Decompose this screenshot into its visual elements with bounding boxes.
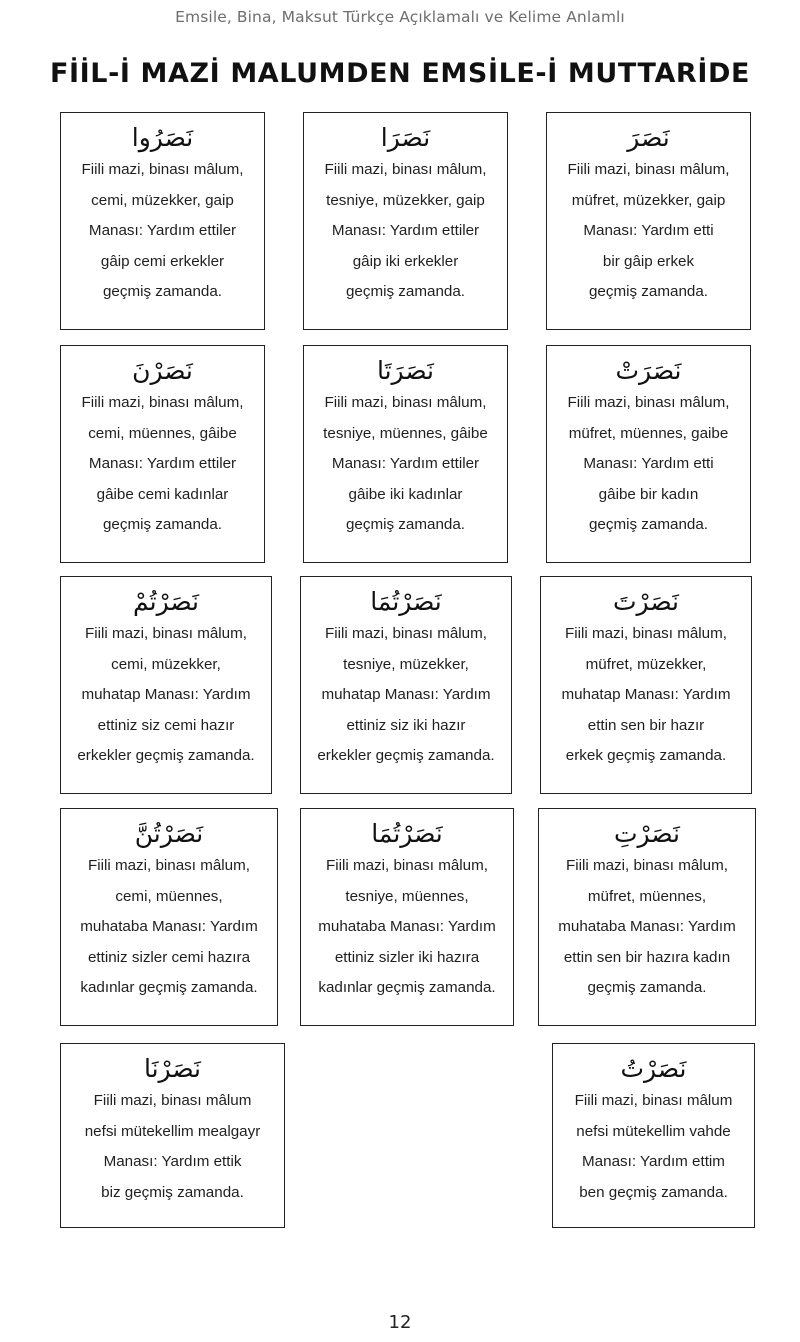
description-line: Manası: Yardım etti [583,455,714,472]
description-line: erkek geçmiş zamanda. [565,747,727,764]
description-line: ben geçmiş zamanda. [579,1183,728,1201]
description-line: cemi, müennes, [115,887,223,905]
description-line: tesniye, müennes, gâibe [323,424,488,442]
description-line: Fiili mazi, binası mâlum, [565,857,729,874]
description-line: Manası: Yardım ettim [582,1153,725,1170]
arabic-word: نَصَرْتُمْ [132,587,200,616]
description-line: Fiili mazi, binası mâlum, [567,394,730,411]
description-line: kadınlar geçmiş zamanda. [318,979,496,996]
description-line: Manası: Yardım ettiler [331,222,480,239]
page-number: 12 [388,1312,412,1333]
description-line: müfret, müzekker, gaip [571,191,726,209]
description-line: ettin sen bir hazıra kadın [563,948,731,966]
emsile-card-nasarat [546,345,751,563]
description-line: Fiili mazi, binası mâlum, [324,394,487,411]
emsile-card-nasarti [538,808,756,1026]
description-line: muhataba Manası: Yardım [80,918,258,935]
description-line: gâibe bir kadın [598,485,699,503]
arabic-word: نَصَرُوا [131,123,194,152]
description-line: Fiili mazi, binası mâlum, [325,857,489,874]
description-line: bir gâip erkek [602,252,695,270]
emsile-card-nasaru [60,112,265,330]
description-line: tesniye, müennes, [345,887,469,905]
description-line: geçmiş zamanda. [588,283,709,300]
emsile-card-nasara [546,112,751,330]
emsile-card-nasara-dual [303,112,508,330]
description-line: kadınlar geçmiş zamanda. [80,979,258,996]
description-line: Manası: Yardım ettiler [88,455,237,472]
description-line: müfret, müennes, gaibe [568,424,729,442]
description-line: biz geçmiş zamanda. [101,1183,244,1201]
arabic-word: نَصَرْتُمَا [370,587,442,616]
description-line: Fiili mazi, binası mâlum, [324,625,488,642]
description-line: Manası: Yardım ettiler [331,455,480,472]
description-line: Manası: Yardım ettik [103,1153,242,1170]
description-line: Fiili mazi, binası mâlum, [81,394,244,411]
arabic-word: نَصَرَتَا [376,356,434,385]
arabic-word: نَصَرَ [627,123,670,152]
description-line: gâip iki erkekler [352,252,459,270]
description-line: müfret, müzekker, [585,655,707,673]
description-line: cemi, müennes, gâibe [88,424,237,442]
description-line: erkekler geçmiş zamanda. [77,747,255,764]
description-line: geçmiş zamanda. [587,979,707,996]
arabic-word: نَصَرْنَا [143,1054,201,1083]
description-line: Fiili mazi, binası mâlum [574,1092,733,1109]
description-line: nefsi mütekellim vahde [576,1122,731,1140]
description-line: cemi, müzekker, gaip [91,191,234,209]
arabic-word: نَصَرْتِ [614,819,680,848]
emsile-card-nasarata [303,345,508,563]
description-line: erkekler geçmiş zamanda. [317,747,495,764]
emsile-card-nasartuma-fem [300,808,514,1026]
description-line: Fiili mazi, binası mâlum, [324,161,487,178]
arabic-word: نَصَرْتُمَا [371,819,443,848]
emsile-card-nasartuma-masc [300,576,512,794]
emsile-card-nasarta [540,576,752,794]
description-line: gâibe iki kadınlar [348,485,463,503]
arabic-word: نَصَرْتَ [613,587,679,616]
arabic-word: نَصَرْنَ [132,356,193,385]
description-line: geçmiş zamanda. [102,283,223,300]
running-head: Emsile, Bina, Maksut Türkçe Açıklamalı ve Kelime Anlamlı [175,8,625,26]
description-line: muhataba Manası: Yardım [318,918,496,935]
description-line: geçmiş zamanda. [345,283,466,300]
description-line: muhataba Manası: Yardım [558,918,736,935]
arabic-word: نَصَرْتُ [620,1054,687,1083]
description-line: ettiniz siz cemi hazır [97,716,235,734]
description-line: Fiili mazi, binası mâlum [93,1092,252,1109]
description-line: Fiili mazi, binası mâlum, [84,625,248,642]
emsile-card-nasarna [60,345,265,563]
emsile-card-nasartunna [60,808,278,1026]
description-line: Manası: Yardım ettiler [88,222,237,239]
description-line: tesniye, müzekker, [343,655,469,673]
description-line: muhatap Manası: Yardım [81,686,251,703]
description-line: ettiniz sizler iki hazıra [334,948,480,966]
description-line: geçmiş zamanda. [588,516,709,533]
description-line: Fiili mazi, binası mâlum, [87,857,251,874]
description-line: ettiniz siz iki hazır [346,716,466,734]
emsile-card-nasartu [552,1043,755,1228]
description-line: Fiili mazi, binası mâlum, [81,161,244,178]
description-line: muhatap Manası: Yardım [561,686,731,703]
description-line: gâibe cemi kadınlar [96,485,229,503]
description-line: geçmiş zamanda. [102,516,223,533]
description-line: gâip cemi erkekler [100,252,225,270]
page-title: FİİL-İ MAZİ MALUMDEN EMSİLE-İ MUTTARİDE [49,58,751,89]
description-line: müfret, müennes, [587,887,707,905]
description-line: geçmiş zamanda. [345,516,466,533]
description-line: nefsi mütekellim mealgayr [84,1122,261,1140]
description-line: cemi, müzekker, [111,655,221,673]
emsile-card-nasarna-plural [60,1043,285,1228]
description-line: ettin sen bir hazır [587,716,705,734]
arabic-word: نَصَرْتُنَّ [134,819,204,848]
description-line: tesniye, müzekker, gaip [326,191,485,209]
description-line: Manası: Yardım etti [583,222,714,239]
arabic-word: نَصَرَتْ [615,356,682,385]
description-line: muhatap Manası: Yardım [321,686,491,703]
description-line: ettiniz sizler cemi hazıra [87,948,251,966]
description-line: Fiili mazi, binası mâlum, [564,625,728,642]
arabic-word: نَصَرَا [380,123,431,152]
emsile-card-nasartum [60,576,272,794]
description-line: Fiili mazi, binası mâlum, [567,161,730,178]
